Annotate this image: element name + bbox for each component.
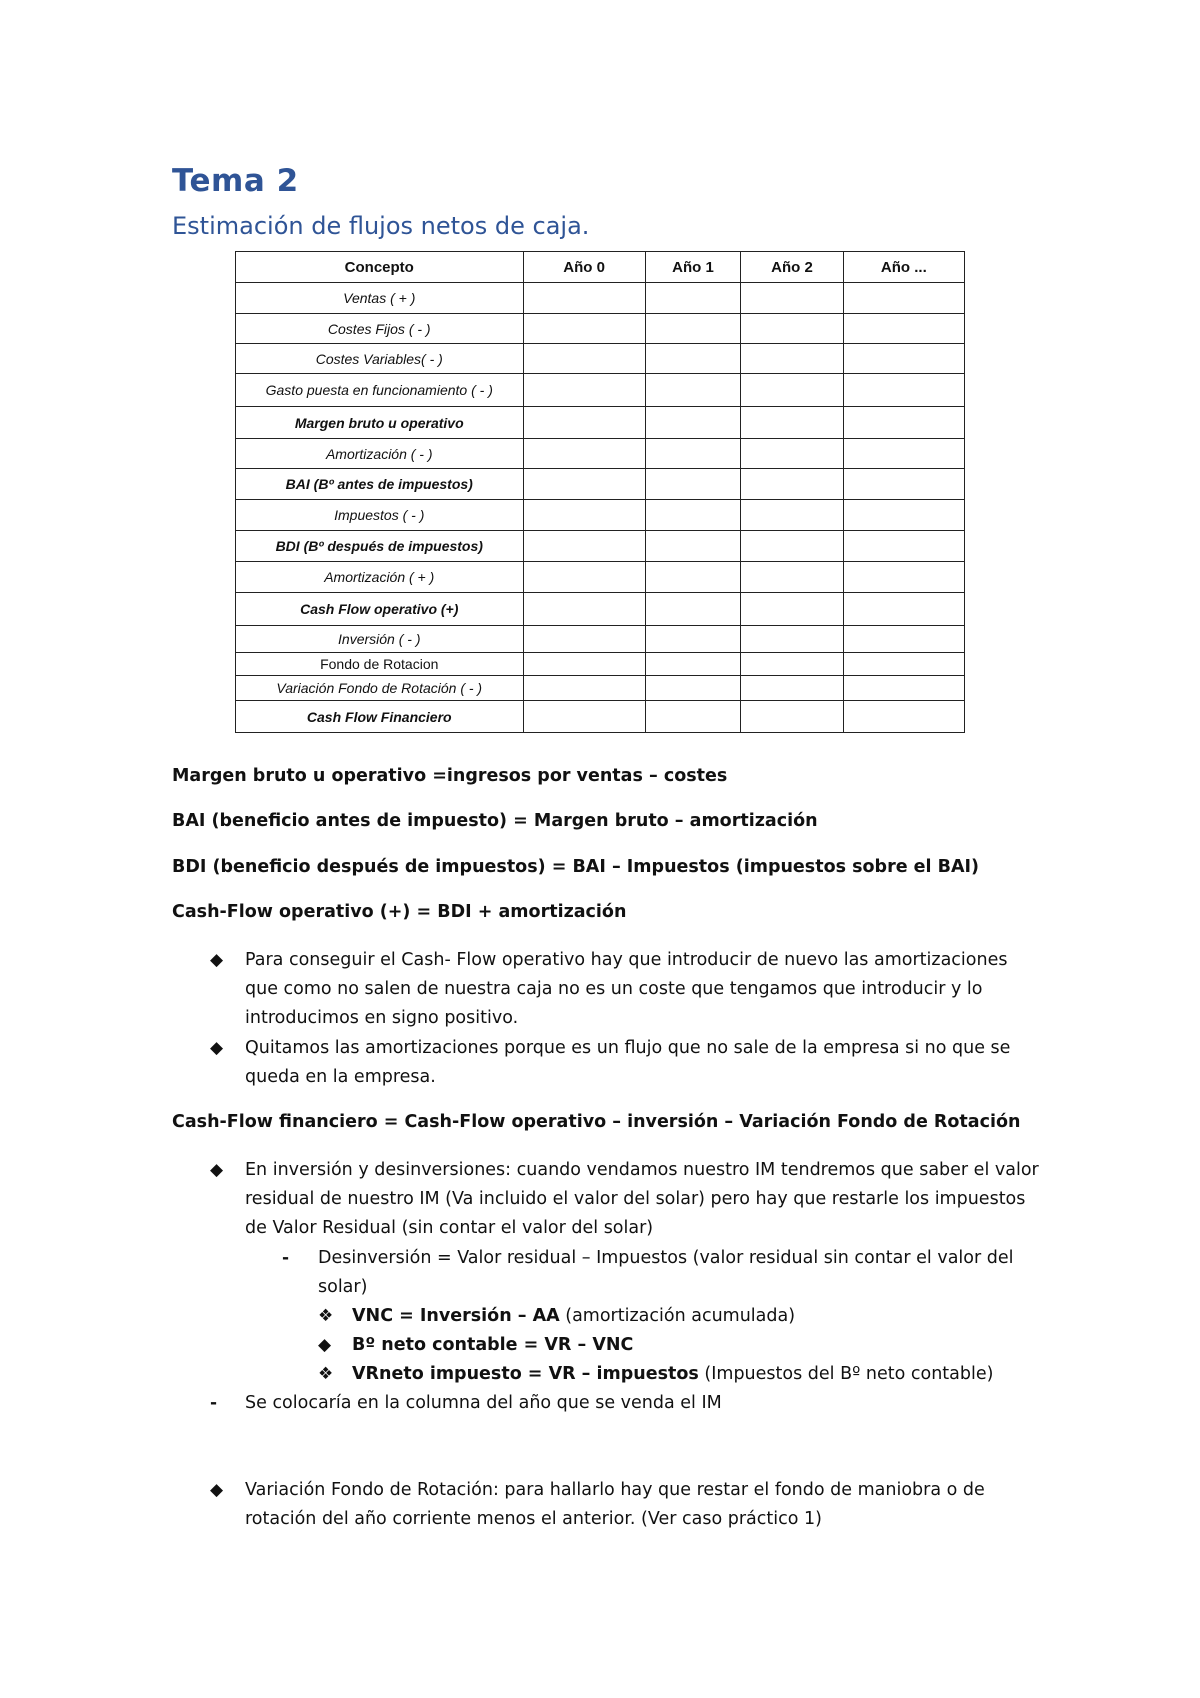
table-cell: [523, 344, 645, 374]
table-row: [236, 562, 965, 593]
table-cell: [523, 407, 645, 439]
dash-bullet-icon: -: [282, 1248, 290, 1268]
row-label: Costes Fijos ( - ): [236, 314, 524, 344]
table-cell: [741, 374, 843, 407]
table-cell: [645, 653, 740, 676]
table-cell: [741, 562, 843, 593]
table-cell: [741, 283, 843, 314]
table-row: [236, 439, 965, 469]
row-label: Costes Variables( - ): [236, 344, 524, 374]
row-label: Cash Flow operativo (+): [236, 593, 524, 626]
formula-cash-flow-operativo: Cash-Flow operativo (+) = BDI + amortización: [172, 902, 627, 922]
table-row: [236, 283, 965, 314]
table-cell: [843, 500, 964, 531]
table-cell: [843, 593, 964, 626]
table-cell: [645, 676, 740, 701]
table-row: [236, 344, 965, 374]
header-ano-1: Año 1: [645, 252, 740, 283]
table-cell: [741, 593, 843, 626]
table-cell: [523, 314, 645, 344]
vrneto-bold: VRneto impuesto = VR – impuestos: [352, 1364, 699, 1384]
table-cell: [523, 562, 645, 593]
table-cell: [843, 676, 964, 701]
bullet-text: En inversión y desinversiones: cuando vendamos nuestro IM tendremos que saber el valor residual de nuestro IM (Va incluido el valor del solar) pero hay que restarle los impuestos de Valor Residual (sin contar el valor del solar): [245, 1160, 1039, 1238]
table-cell: [843, 283, 964, 314]
cash-flow-table: [235, 251, 965, 733]
row-label: Fondo de Rotacion: [236, 653, 524, 676]
table-cell: [843, 701, 964, 733]
table-row: [236, 593, 965, 626]
table-cell: [843, 531, 964, 562]
table-cell: [741, 701, 843, 733]
table-cell: [843, 439, 964, 469]
row-label: Cash Flow Financiero: [236, 701, 524, 733]
table-cell: [741, 500, 843, 531]
table-cell: [645, 562, 740, 593]
table-cell: [741, 653, 843, 676]
four-diamond-bullet-icon: ❖: [318, 1364, 334, 1384]
table-cell: [843, 653, 964, 676]
diamond-bullet-icon: ◆: [210, 950, 224, 970]
formula-bdi: BDI (beneficio después de impuestos) = BAI – Impuestos (impuestos sobre el BAI): [172, 857, 980, 877]
table-row: [236, 653, 965, 676]
row-label: BAI (Bº antes de impuestos): [236, 469, 524, 500]
dash-bullet-icon: -: [210, 1393, 218, 1413]
colocaria-text: Se colocaría en la columna del año que se venda el IM: [245, 1393, 722, 1413]
header-ano-2: Año 2: [741, 252, 843, 283]
table-cell: [645, 374, 740, 407]
table-row: [236, 374, 965, 407]
vrneto-rest: (Impuestos del Bº neto contable): [698, 1364, 994, 1384]
table-row: [236, 500, 965, 531]
table-cell: [741, 469, 843, 500]
diamond-bullet-icon: ◆: [210, 1480, 224, 1500]
row-label: Ventas ( + ): [236, 283, 524, 314]
table-cell: [645, 469, 740, 500]
table-cell: [523, 374, 645, 407]
table-cell: [741, 676, 843, 701]
table-cell: [645, 500, 740, 531]
table-cell: [843, 407, 964, 439]
table-row: [236, 626, 965, 653]
row-label: Variación Fondo de Rotación ( - ): [236, 676, 524, 701]
table-cell: [843, 626, 964, 653]
vnc-rest: (amortización acumulada): [559, 1306, 796, 1326]
table-row: [236, 314, 965, 344]
table-cell: [741, 626, 843, 653]
table-cell: [645, 531, 740, 562]
row-label: Amortización ( + ): [236, 562, 524, 593]
page-subtitle: Estimación de flujos netos de caja.: [172, 212, 590, 240]
bullet-text: Variación Fondo de Rotación: para hallarlo hay que restar el fondo de maniobra o de rotación del año corriente menos el anterior. (Ver caso práctico 1): [245, 1480, 985, 1529]
diamond-bullet-icon: ◆: [210, 1160, 224, 1180]
table-cell: [741, 344, 843, 374]
table-cell: [523, 676, 645, 701]
table-cell: [645, 439, 740, 469]
table-cell: [645, 314, 740, 344]
vnc-bold: VNC = Inversión – AA: [352, 1306, 560, 1326]
page-title: Tema 2: [172, 163, 299, 199]
formula-margen: Margen bruto u operativo =ingresos por ventas – costes: [172, 766, 728, 786]
table-cell: [741, 314, 843, 344]
table-cell: [741, 439, 843, 469]
table-cell: [843, 314, 964, 344]
table-cell: [645, 593, 740, 626]
table-cell: [523, 439, 645, 469]
table-cell: [645, 626, 740, 653]
formula-bai: BAI (beneficio antes de impuesto) = Margen bruto – amortización: [172, 811, 818, 831]
table-header-row: [236, 252, 965, 283]
table-cell: [523, 283, 645, 314]
header-concepto: Concepto: [236, 252, 524, 283]
table-cell: [523, 500, 645, 531]
table-cell: [645, 701, 740, 733]
bullet-text: Para conseguir el Cash- Flow operativo hay que introducir de nuevo las amortizaciones que como no salen de nuestra caja no es un coste que tengamos que introducir y lo introducimos en signo positivo.: [245, 950, 1008, 1028]
vnc-line: [352, 1302, 1152, 1331]
vrneto-line: [352, 1360, 1152, 1389]
table-row: [236, 701, 965, 733]
formula-cash-flow-financiero: Cash-Flow financiero = Cash-Flow operativo – inversión – Variación Fondo de Rotación: [172, 1112, 1021, 1132]
bneto-line: [352, 1331, 1152, 1360]
desinversion-text: Desinversión = Valor residual – Impuestos (valor residual sin contar el valor del solar): [318, 1248, 1014, 1297]
table-cell: [523, 593, 645, 626]
table-row: [236, 407, 965, 439]
table-cell: [843, 344, 964, 374]
table-cell: [523, 531, 645, 562]
table-cell: [523, 469, 645, 500]
table-cell: [645, 283, 740, 314]
table-cell: [741, 531, 843, 562]
table-cell: [523, 701, 645, 733]
table-cell: [523, 653, 645, 676]
row-label: Inversión ( - ): [236, 626, 524, 653]
bullet-text: Quitamos las amortizaciones porque es un flujo que no sale de la empresa si no que se queda en la empresa.: [245, 1038, 1011, 1087]
row-label: Margen bruto u operativo: [236, 407, 524, 439]
table-cell: [523, 626, 645, 653]
table-cell: [645, 407, 740, 439]
row-label: Amortización ( - ): [236, 439, 524, 469]
table-row: [236, 531, 965, 562]
table-cell: [843, 562, 964, 593]
diamond-bullet-icon: ◆: [210, 1038, 224, 1058]
row-label: BDI (Bº después de impuestos): [236, 531, 524, 562]
four-diamond-bullet-icon: ❖: [318, 1306, 334, 1326]
table-cell: [645, 344, 740, 374]
table-row: [236, 676, 965, 701]
header-ano-0: Año 0: [523, 252, 645, 283]
table-cell: [741, 407, 843, 439]
table-cell: [843, 469, 964, 500]
row-label: Impuestos ( - ): [236, 500, 524, 531]
row-label: Gasto puesta en funcionamiento ( - ): [236, 374, 524, 407]
table-cell: [843, 374, 964, 407]
table-row: [236, 469, 965, 500]
header-ano-n: Año ...: [843, 252, 964, 283]
bneto-bold: Bº neto contable = VR – VNC: [352, 1335, 634, 1355]
diamond-bullet-icon: ◆: [318, 1335, 332, 1355]
